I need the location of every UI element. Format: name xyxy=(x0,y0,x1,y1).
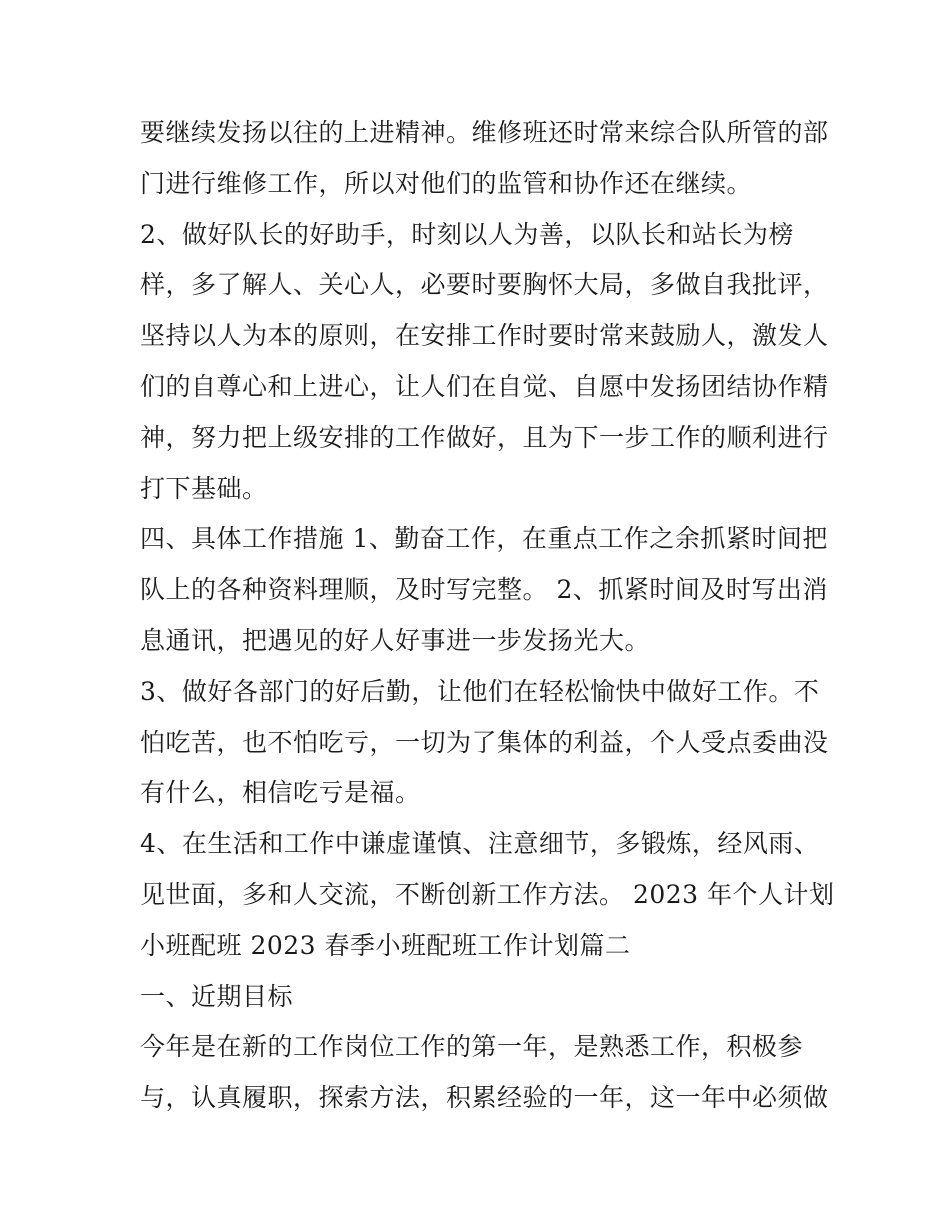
text-line-17: 小班配班 2023 春季小班配班工作计划篇二 xyxy=(140,930,631,960)
text-line-8: 打下基础。 xyxy=(140,473,268,503)
text-line-14: 有什么，相信吃亏是福。 xyxy=(140,778,421,808)
text-line-16: 见世面，多和人交流，不断创新工作方法。 2023 年个人计划 xyxy=(140,879,835,909)
text-line-18: 一、近期目标 xyxy=(140,981,294,1011)
text-line-12: 3、做好各部门的好后勤，让他们在轻松愉快中做好工作。不 xyxy=(140,676,820,706)
text-line-6: 们的自尊心和上进心，让人们在自觉、自愿中发扬团结协作精 xyxy=(140,371,829,401)
text-line-19: 今年是在新的工作岗位工作的第一年，是熟悉工作，积极参 xyxy=(140,1032,804,1062)
text-line-4: 样，多了解人、关心人，必要时要胸怀大局，多做自我批评， xyxy=(140,270,829,300)
text-line-10: 队上的各种资料理顺，及时写完整。 2、抓紧时间及时写出消 xyxy=(140,575,828,605)
text-line-11: 息通讯，把遇见的好人好事进一步发扬光大。 xyxy=(140,625,651,655)
text-line-9: 四、具体工作措施 1、勤奋工作，在重点工作之余抓紧时间把 xyxy=(140,524,828,554)
text-line-7: 神，努力把上级安排的工作做好，且为下一步工作的顺利进行 xyxy=(140,422,829,452)
text-line-2: 门进行维修工作，所以对他们的监管和协作还在继续。 xyxy=(140,168,753,198)
text-line-1: 要继续发扬以往的上进精神。维修班还时常来综合队所管的部 xyxy=(140,118,829,147)
text-line-5: 坚持以人为本的原则，在安排工作时要时常来鼓励人，激发人 xyxy=(140,321,829,351)
body-text xyxy=(140,108,835,1124)
text-line-3: 2、做好队长的好助手，时刻以人为善，以队长和站长为榜 xyxy=(140,219,794,249)
text-line-20: 与，认真履职，探索方法，积累经验的一年，这一年中必须做 xyxy=(140,1083,829,1113)
text-line-13: 怕吃苦，也不怕吃亏，一切为了集体的利益，个人受点委曲没 xyxy=(140,727,829,757)
text-line-15: 4、在生活和工作中谦虚谨慎、注意细节，多锻炼，经风雨、 xyxy=(140,829,820,859)
